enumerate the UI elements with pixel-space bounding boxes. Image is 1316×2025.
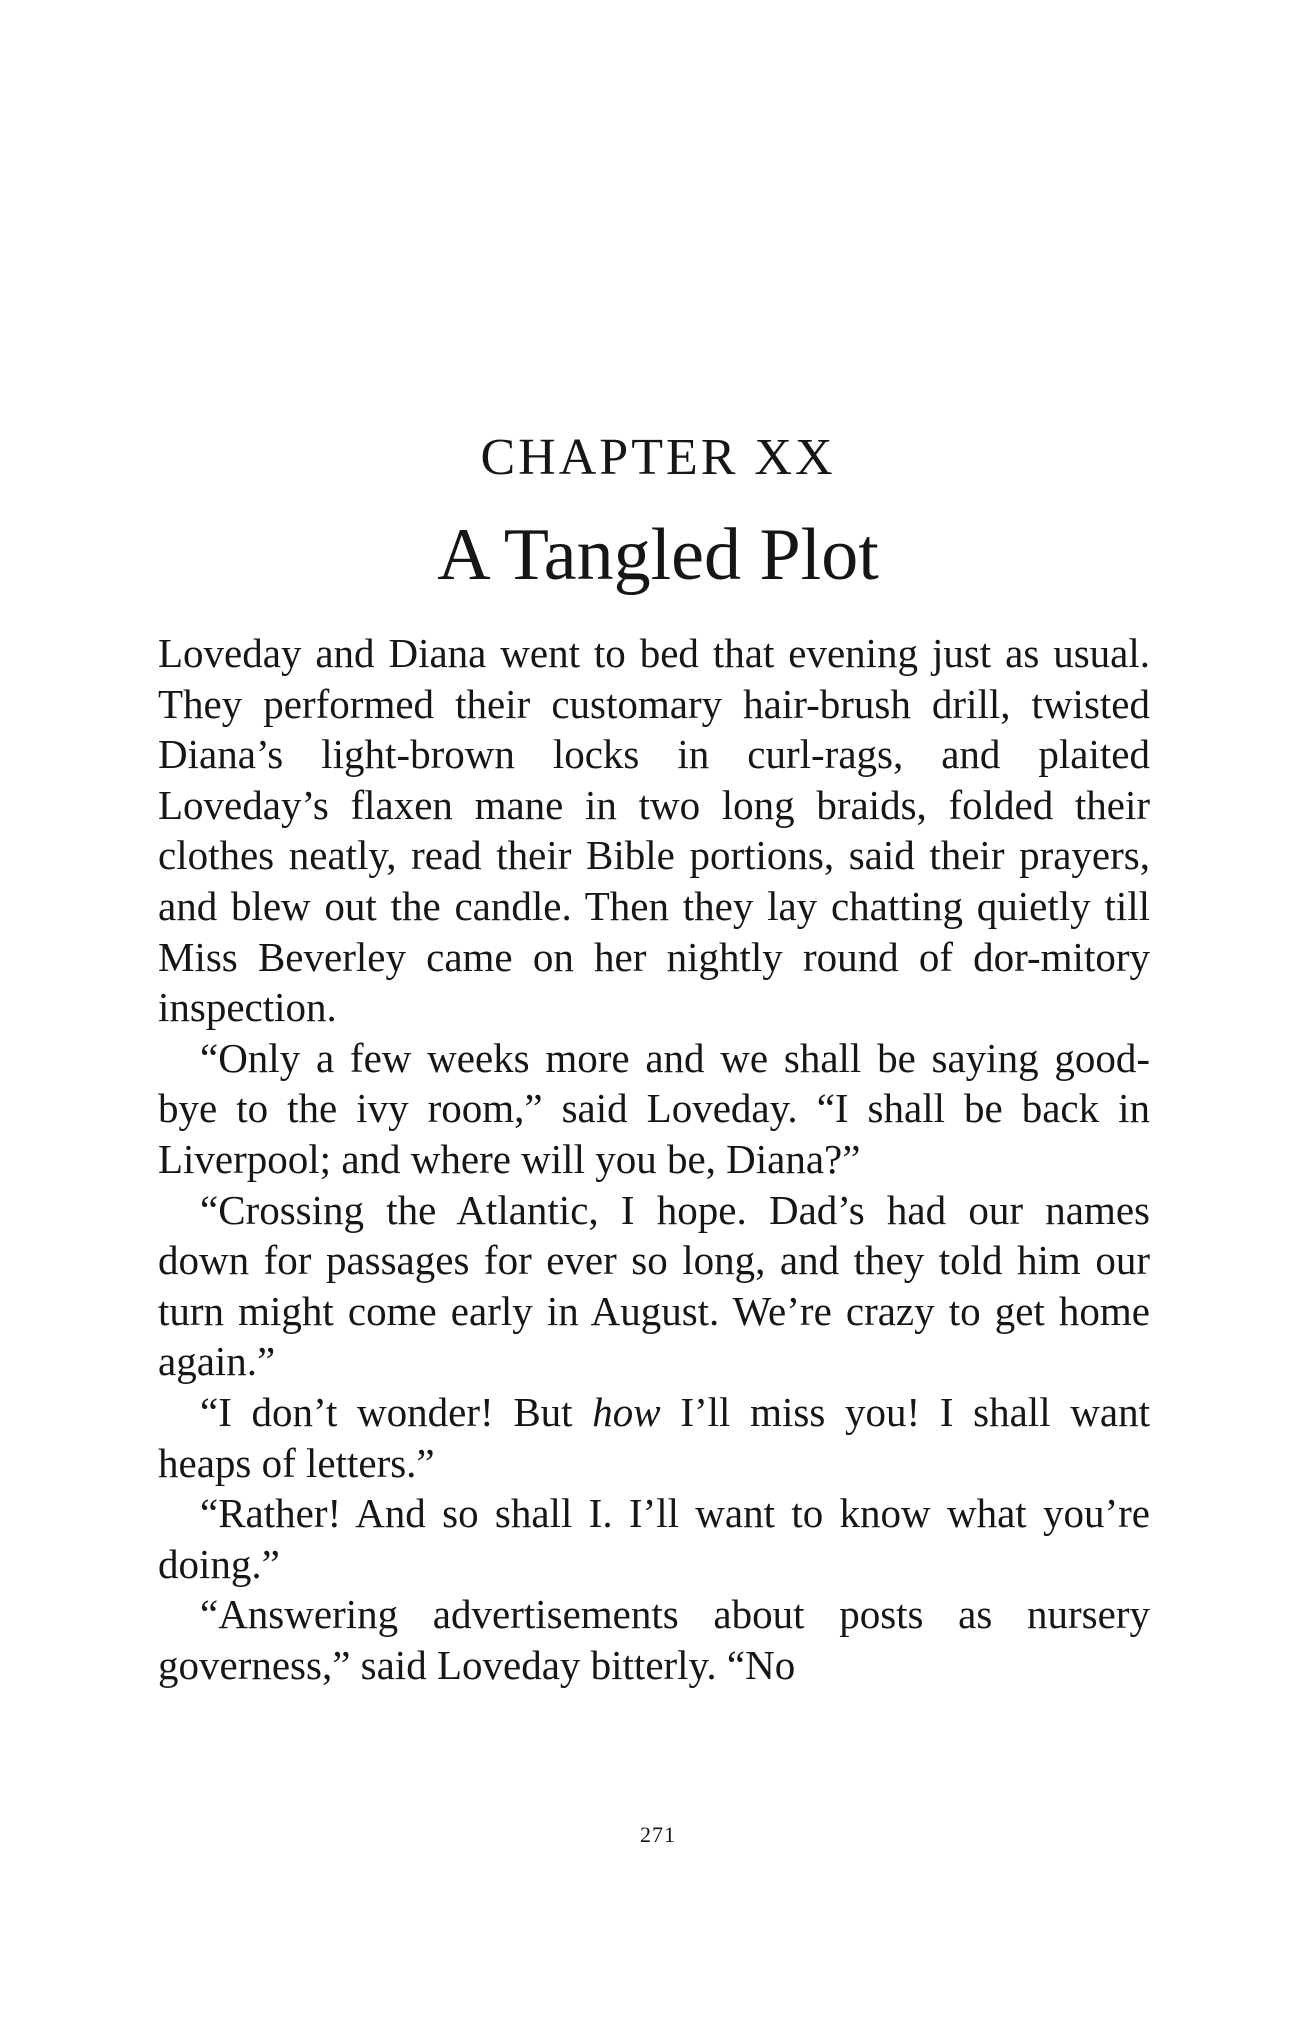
paragraph: [158, 1387, 1150, 1488]
chapter-title: A Tangled Plot: [437, 514, 879, 596]
page-number: 271: [640, 1822, 676, 1847]
paragraph: Loveday and Diana went to bed that evening just as usual. They performed their customary hair-brush drill, twisted Diana’s light-brown locks in curl-rags, and plaited Loveday’s flaxen mane in two long braids, folded their clothes neatly, read their Bible portions, said their prayers, and blew out the candle. Then they lay chatting quietly till Miss Beverley came on her nightly round of dor-mitory inspection.: [158, 630, 1150, 1031]
paragraph-text: “I don’t wonder! But: [200, 1388, 593, 1435]
emphasized-word: how: [592, 1388, 661, 1435]
paragraph: “Crossing the Atlantic, I hope. Dad’s had our names down for passages for ever so long, and they told him our turn might come early in August. We’re crazy to get home again.”: [158, 1186, 1150, 1385]
paragraph: “Only a few weeks more and we shall be saying good-bye to the ivy room,” said Loveday. “I shall be back in Liverpool; and where will you be, Diana?”: [158, 1034, 1150, 1182]
paragraph: “Answering advertisements about posts as nursery governess,” said Loveday bitterly. “No: [158, 1591, 1150, 1688]
chapter-number: CHAPTER XX: [480, 429, 836, 486]
paragraph-text: I’ll miss you! I shall want heaps of letters.”: [158, 1388, 1150, 1486]
body-text: [158, 628, 1150, 1690]
paragraph: “Rather! And so shall I. I’ll want to know what you’re doing.”: [158, 1490, 1150, 1587]
